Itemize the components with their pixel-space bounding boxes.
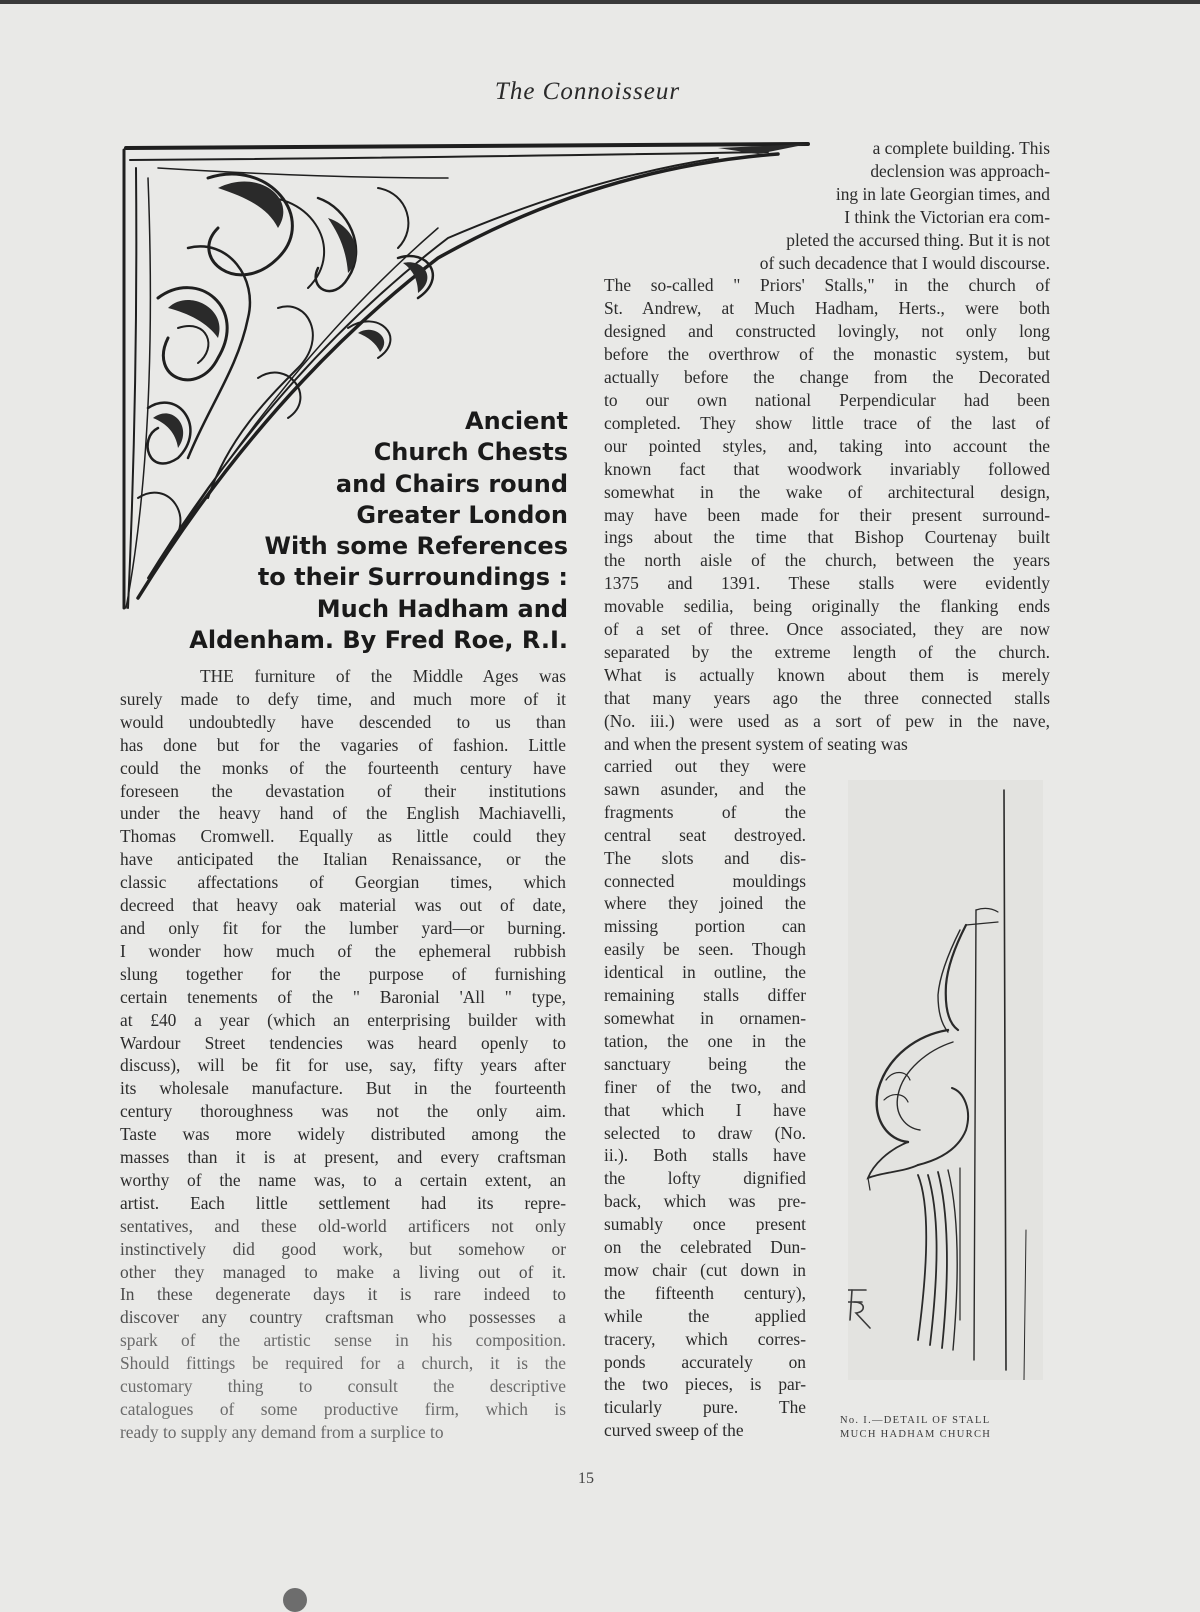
text-line: identical in outline, the [604, 962, 806, 983]
text-line: easily be seen. Though [604, 939, 806, 960]
text-line: tracery, which corres- [604, 1328, 806, 1349]
text-line: declension was approach- [870, 160, 1050, 181]
page-number: 15 [578, 1470, 594, 1487]
text-line: its wholesale manufacture. But in the fourteenth [120, 1078, 566, 1099]
right-column-text [604, 137, 1050, 755]
title-line: and Chairs round [335, 469, 568, 498]
text-line: tation, the one in the [604, 1030, 806, 1051]
text-line: Taste was more widely distributed among the [120, 1124, 566, 1145]
text-line: sentatives, and these old-world artificers not only [120, 1215, 566, 1236]
text-line: actually before the change from the Decorated [604, 367, 1050, 388]
text-line: while the applied [604, 1305, 806, 1326]
text-line: have anticipated the Italian Renaissance, or the [120, 849, 566, 870]
title-line: Aldenham. By Fred Roe, R.I. [189, 626, 568, 655]
text-line: that which I have [604, 1099, 806, 1120]
text-line: somewhat in ornamen- [604, 1007, 806, 1028]
caption-line: No. I.—DETAIL OF STALL [840, 1415, 991, 1426]
text-line: slung together for the purpose of furnishing [120, 963, 566, 984]
text-line: would undoubtedly have descended to us than [120, 711, 566, 732]
text-line: where they joined the [604, 893, 806, 914]
title-line: With some References [264, 532, 568, 561]
text-line: ready to supply any demand from a surplice to [120, 1421, 444, 1442]
text-line: the lofty dignified [604, 1168, 806, 1189]
text-line: ponds accurately on [604, 1351, 806, 1372]
text-line: may have been made for their present surround- [604, 504, 1050, 525]
text-line: masses than it is at present, and every craftsman [120, 1147, 566, 1168]
text-line: the two pieces, is par- [604, 1374, 806, 1395]
text-line: to our own national Perpendicular had been [604, 389, 1050, 410]
text-line: decreed that heavy oak material was out of date, [120, 895, 566, 916]
text-line: the north aisle of the church, between the years [604, 550, 1050, 571]
text-line: St. Andrew, at Much Hadham, Herts., were both [604, 298, 1050, 319]
text-line: back, which was pre- [604, 1191, 806, 1212]
text-line: classic affectations of Georgian times, which [120, 872, 566, 893]
text-line: ticularly pure. The [604, 1397, 806, 1418]
ink-blot [283, 1588, 307, 1612]
text-line: Should fittings be required for a church, it is the [120, 1353, 566, 1374]
text-line: century thoroughness was not the only aim. [120, 1101, 566, 1122]
text-line: other they managed to make a living out of it. [120, 1261, 566, 1282]
text-line: (No. iii.) were used as a sort of pew in the nave, [604, 710, 1050, 731]
text-line: fragments of the [604, 801, 806, 822]
left-column-text [120, 665, 566, 1444]
text-line: ings about the time that Bishop Courtenay built [604, 527, 1050, 548]
text-line: separated by the extreme length of the church. [604, 641, 1050, 662]
text-line: The slots and dis- [604, 847, 806, 868]
text-line: finer of the two, and [604, 1076, 806, 1097]
text-line: certain tenements of the " Baronial 'All " type, [120, 986, 566, 1007]
text-line: worthy of the name was, to a certain extent, an [120, 1169, 566, 1190]
text-line: selected to draw (No. [604, 1122, 806, 1143]
text-line: on the celebrated Dun- [604, 1237, 806, 1258]
text-line: designed and constructed lovingly, not only long [604, 321, 1050, 342]
text-line: has done but for the vagaries of fashion. Little [120, 734, 566, 755]
top-edge-rule [0, 0, 1200, 4]
figure-caption [840, 1414, 1050, 1442]
text-line: carried out they were [604, 756, 806, 776]
text-line: our pointed styles, and, taking into account the [604, 435, 1050, 456]
text-line: somewhat in the wake of architectural design, [604, 481, 1050, 502]
text-line: discuss), will be fit for use, say, fifty years after [120, 1055, 566, 1076]
text-line: What is actually known about them is merely [604, 664, 1050, 685]
text-line: at £40 a year (which an enterprising builder with [120, 1009, 566, 1030]
text-line: sawn asunder, and the [604, 778, 806, 799]
text-line: of such decadence that I would discourse. [759, 252, 1050, 273]
title-line: Church Chests [373, 438, 568, 467]
text-line: I wonder how much of the ephemeral rubbish [120, 940, 566, 961]
title-line: to their Surroundings : [257, 563, 568, 592]
text-line: a complete building. This [872, 138, 1050, 158]
text-line: sumably once present [604, 1214, 806, 1235]
text-line: could the monks of the fourteenth century have [120, 757, 566, 778]
text-line: of a set of three. Once associated, they are now [604, 619, 1050, 640]
text-line: instinctively did good work, but somehow or [120, 1238, 566, 1259]
text-line: that many years ago the three connected stalls [604, 687, 1050, 708]
text-line: known fact that woodwork invariably followed [604, 458, 1050, 479]
text-line: The so-called " Priors' Stalls," in the church of [604, 275, 1050, 296]
text-line: artist. Each little settlement had its repre- [120, 1192, 566, 1213]
title-line: Ancient [465, 407, 568, 435]
stall-detail-drawing [848, 780, 1043, 1380]
text-line: connected mouldings [604, 870, 806, 891]
title-line: Much Hadham and [316, 594, 568, 623]
text-line: foreseen the devastation of their institutions [120, 780, 566, 801]
text-line: THE furniture of the Middle Ages was [200, 666, 566, 686]
text-line: spark of the artistic sense in his composition. [120, 1330, 566, 1351]
text-line: and when the present system of seating was [604, 733, 908, 754]
text-line: catalogues of some productive firm, which is [120, 1399, 566, 1419]
text-line: movable sedilia, being originally the flanking ends [604, 596, 1050, 617]
text-line: mow chair (cut down in [604, 1259, 806, 1280]
text-line: discover any country craftsman who possesses a [120, 1307, 566, 1328]
caption-line: MUCH HADHAM CHURCH [840, 1429, 992, 1440]
text-line: Thomas Cromwell. Equally as little could they [120, 826, 566, 847]
text-line: 1375 and 1391. These stalls were evidently [604, 573, 1050, 594]
text-line: before the overthrow of the monastic system, but [604, 344, 1050, 365]
text-line: surely made to defy time, and much more of it [120, 688, 566, 709]
text-line: I think the Victorian era com- [844, 206, 1050, 227]
text-line: the fifteenth century), [604, 1282, 806, 1303]
right-narrow-column-text [604, 755, 806, 1442]
text-line: pleted the accursed thing. But it is not [786, 229, 1050, 250]
text-line: missing portion can [604, 916, 806, 937]
text-line: completed. They show little trace of the last of [604, 412, 1050, 433]
text-line: ing in late Georgian times, and [835, 183, 1050, 204]
running-head: The Connoisseur [494, 78, 681, 105]
text-line: In these degenerate days it is rare indeed to [120, 1284, 566, 1305]
text-line: sanctuary being the [604, 1053, 806, 1074]
text-line: and only fit for the lumber yard—or burning. [120, 917, 566, 938]
text-line: ii.). Both stalls have [604, 1145, 806, 1166]
text-line: customary thing to consult the descriptive [120, 1376, 566, 1397]
text-line: central seat destroyed. [604, 824, 806, 845]
article-title [120, 406, 568, 656]
text-line: Wardour Street tendencies was heard openly to [120, 1032, 566, 1053]
text-line: under the heavy hand of the English Machiavelli, [120, 803, 566, 824]
text-line: curved sweep of the [604, 1420, 744, 1441]
text-line: remaining stalls differ [604, 985, 806, 1006]
title-line: Greater London [356, 500, 568, 529]
